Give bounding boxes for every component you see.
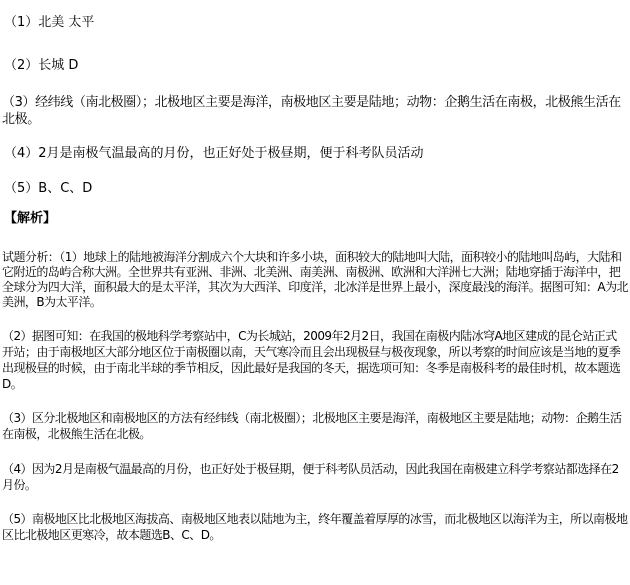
answer-2: （2）长城 D	[4, 58, 79, 73]
analysis-part-4: （4）因为2月是南极气温最高的月份，也正好处于极昼期，便于科考队员活动，因此我国在南极建立科学考察站都选择在2月份。	[2, 462, 619, 492]
analysis-part-1: 试题分析：（1）地球上的陆地被海洋分割成六个大块和许多小块，面积较大的陆地叫大陆，面积较小的陆地叫岛屿，大陆和它附近的岛屿合称大洲。全世界共有亚洲、非洲、北美洲、南美洲、南极洲、欧洲和大洋洲七大洲；陆地穿插于海洋中，把全球分为四大洋，面积最大的是太平洋，其次为大西洋、印度洋，北冰洋是世界上最小，深度最浅的海洋。据图可知：A为北美洲，B为太平洋。	[2, 250, 628, 309]
answer-1: （1）北美 太平	[4, 15, 95, 30]
answer-3: （3）经纬线（南北极圈）；北极地区主要是海洋，南极地区主要是陆地；动物：企鹅生活在南极，北极熊生活在北极。	[2, 95, 621, 127]
answer-4: （4）2月是南极气温最高的月份，也正好处于极昼期，便于科考队员活动	[4, 146, 424, 161]
answer-5: （5）B、C、D	[4, 181, 93, 196]
analysis-part-5: （5）南极地区比北极地区海拔高、南极地区地表以陆地为主，终年覆盖着厚厚的冰雪，而北极地区以海洋为主，所以南极地区比北极地区更寒冷，故本题选B、C、D。	[2, 512, 628, 542]
analysis-part-3: （3）区分北极地区和南极地区的方法有经纬线（南北极圈）；北极地区主要是海洋，南极地区主要是陆地；动物：企鹅生活在南极，北极熊生活在北极。	[2, 411, 622, 441]
analysis-heading: 【解析】	[4, 211, 57, 226]
analysis-part-2: （2）据图可知：在我国的极地科学考察站中，C为长城站，2009年2月2日，我国在南极内陆冰穹A地区建成的昆仑站正式开站；由于南极地区大部分地区位于南极圈以南，天气寒冷而且会出现极昼与极夜现象，所以考察的时间应该是当地的夏季出现极昼的时候，由于南北半球的季节相反，因此最好是我国的冬天，据选项可知：冬季是南极科考的最佳时机，故本题选D。	[2, 329, 621, 391]
